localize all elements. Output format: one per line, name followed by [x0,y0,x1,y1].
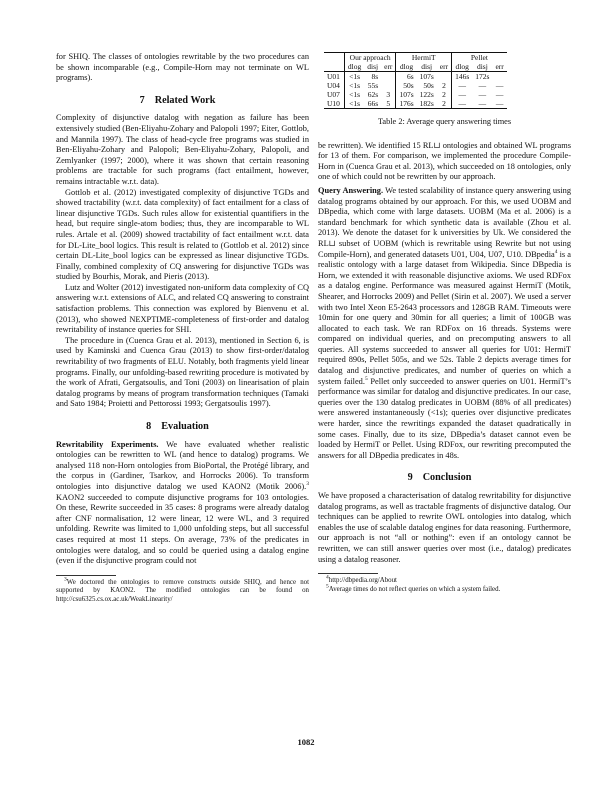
footnotes [318,574,571,594]
table-cell: — [472,99,492,109]
footnote-mark: 4 [554,248,558,255]
paragraph-text: is a realistic ontology with a large dataset from Wikipedia. Since DBpedia is Horn, we extended it with reasonable disjunctive axioms. We used RDFox as a datalog engine. Performance was measured against HermiT (Motik, Shearer, and Horrocks 2009) and Pellet (Sirin et al. 2007). We used a server with two Intel Xeon E5-2643 processors and 128GB RAM. Timeouts were 10min for one query and 30min for all queries; a limit of 100GB was allocated to each task. We ran RDFox on 16 threads. Systems were compared on individual queries, and on precomputing answers to all queries. All systems succeeded to answer all queries for U01: HermiT required 890s, Pellet 505s, and we 52s. Table 2 depicts average times for datalog and disjunctive predicates, and number of queries on which a system failed. [318,249,571,386]
column-header: disj [417,62,437,72]
footnote-text: Average times do not reflect queries on which a system failed. [328,585,501,593]
table-row [324,90,507,99]
table-cell: — [478,81,487,90]
table-row [324,72,507,82]
paragraph: Complexity of disjunctive datalog with negation as failure has been extensively studied (Ben-Eliyahu-Zohary and Palopoli 1997; Eiter, Gottlob, and Mannila 1997). The class of head-cycle free programs was studied in Ben-Eliyahu-Zohary and Palopoli; Ben-Eliyahu-Zohary, Palopoli, and Zemlyanker (1997; 2000), where it was shown that certain reasoning problems are tractable for such programs (fact entailment, however, remains intractable w.r.t. data). [56,113,309,186]
row-label: U07 [327,90,340,99]
column-group-header: HermiT [396,53,452,63]
column-header: dlog [452,62,473,72]
column-header: err [492,62,506,72]
section-heading-evaluation [56,422,309,433]
section-title: Related Work [154,94,216,106]
column-header: dlog [396,62,417,72]
table-cell: 2 [437,99,452,109]
paragraph-text: We have evaluated whether realistic ontologies can be rewritten to WL (and hence to datalog) programs. We analysed 118 non-Horn ontologies from BioPortal, the Protégé library, and the corpus in (Gardiner, Tsarkov, and Horrocks 2006). To transform ontologies into disjunctive datalog we used KAON2 (Motik 2006). [56,439,309,491]
table-cell: — [478,90,487,99]
section-number: 8 [146,421,152,432]
table-cell: 2 [442,81,446,90]
column-group-header: Our approach [344,53,396,63]
section-number: 9 [407,472,413,484]
table-cell: 66s [364,99,381,109]
table-cell: <1s [344,81,364,90]
table-cell: — [495,81,504,90]
column-header: disj [364,62,381,72]
table-cell: <1s [344,90,364,99]
paragraph [56,440,309,567]
table-cell: 176s [396,99,417,109]
table-cell: 146s [452,72,473,82]
paragraph: We have proposed a characterisation of datalog rewritability for disjunctive datalog programs, as well as tractable fragments of disjunctive datalog. Our techniques can be applied to rewrite OWL ontologies into datalog, which enables the use of scalable datalog engines for data reasoning. Furthermore, our approach is not “all or nothing”: even if an ontology cannot be rewritten, we can still answer queries over most (i.e., datalog) predicates using a datalog reasoner. [318,491,572,564]
section-number: 7 [139,94,145,106]
footnote-text: http://dbpedia.org/About [328,577,397,585]
paragraph-text: KAON2 succeeded to compute disjunctive programs for 103 ontologies. On these, Rewrite succeeded in 35 cases: 8 programs were already datalog after CNF normalisation, 12 were linear, 12 were WL, and 3 required unfolding. Rewrite was limited to 1,000 unfolding steps, but all successful cases required at most 11 steps. On average, 73% of the predicates in ontologies were datalog, and so could be queried using a datalog engine (even if the disjunctive program could not [56,492,309,566]
paragraph: for SHIQ. The classes of ontologies rewritable by the two procedures can be shown incomparable (e.g., Compile-Horn may not terminate on WL programs). [56,52,309,83]
table-subheader-row [324,62,507,72]
table-cell: 172s [475,72,490,81]
table-cell [381,81,396,90]
row-label: U10 [324,99,344,109]
table-cell: 6s [396,72,417,82]
row-label: U01 [327,72,340,81]
table-cell: <1s [344,99,364,109]
table-cell: — [452,90,473,99]
table-cell: — [452,99,473,109]
footnote-number: 5 [326,583,329,590]
table-cell: 50s [396,81,417,90]
table-caption: Table 2: Average query answering times [377,117,512,126]
page-number: 1082 [297,737,315,747]
footnote-mark: 3 [306,481,309,488]
column-header: err [381,62,396,72]
row-label: U04 [327,81,340,90]
footnote-mark: 5 [364,375,368,382]
section-heading-conclusion [318,473,571,484]
paragraph: The procedure in (Cuenca Grau et al. 2013), mentioned in Section 6, is used by Kaminski and Cuenca Grau (2013) to show first-order/datalog rewritability of two fragments of ELU. Notably, both fragments yield linear programs. Finally, our unfolding-based rewriting procedure is motivated by the work of Afrati, Gergatsoulis, and Toni (2003) on linearisation of plain datalog programs by means of program transformation techniques (Tamaki and Sato 1984; Proietti and Pettorossi 1993; Gergatsoulis 1997). [56,335,309,409]
section-title: Conclusion [422,472,472,484]
footnote-5 [318,583,571,594]
paragraph-text: We tested scalability of instance query answering using datalog programs obtained by our approach. For this, we used UOBM and DBpedia, which come with large datasets. UOBM (Ma et al. 2006) is a standard benchmark for which synthetic data is available (Zhou et al. 2013). We denote the dataset for k universities by Uk. We considered the RL⊔ subset of UOBM (which is rewritable using Rewrite but not using Compile-Horn), and generated datasets U01, U04, U07, U10. DBpedia [318,185,572,259]
footnote-number: 4 [326,574,329,581]
footnote-text: We doctored the ontologies to remove constructs outside SHIQ, and hence not supported by KAON2. The modified ontologies can be found on http://csu6325.cs.ox.ac.uk/WeakLinearity/ [56,578,309,603]
footnote-4 [318,574,571,585]
table-cell: 5 [381,99,396,109]
table-cell [492,72,506,82]
left-column [56,52,309,604]
column-header: dlog [344,62,364,72]
table-cell: — [492,99,506,109]
table-cell [381,72,396,82]
footnote-number: 3 [64,576,67,583]
section-title: Evaluation [161,421,209,432]
table-cell: 2 [442,90,446,99]
table-cell: 107s [419,72,434,81]
column-group-header: Pellet [452,53,507,63]
paragraph: be rewritten). We identified 15 RL⊔ ontologies and obtained WL programs for 13 of them. For comparison, we implemented the procedure Compile-Horn in (Cuenca Grau et al. 2013), which succeeded on 18 ontologies, only one of which could not be rewritten by our approach. [318,140,571,182]
table-row [324,99,507,109]
column-header: disj [472,62,492,72]
table-cell: 107s [396,90,417,99]
right-column [318,52,571,594]
table-cell: 122s [419,90,434,99]
paragraph [318,186,571,461]
run-in-heading: Rewritability Experiments. [56,439,159,449]
table-cell: 50s [423,81,434,90]
table-header-row [324,53,507,63]
paragraph: Lutz and Wolter (2012) investigated non-uniform data complexity of CQ answering w.r.t. extensions of ALC, and related CQ answering to constraint satisfaction problems. This connection was explored by Bienvenu et al. (2013), who showed NEXPTIME-completeness of first-order and datalog rewritability of instance queries for SHI. [56,282,309,335]
table-cell: 55s [367,81,379,90]
paragraph-text: Pellet only succeeded to answer queries on U01. HermiT’s performance was similar for datalog and disjunctive predicates. In our case, queries over the 130 datalog predicates in UOBM (88% of all predicates) were answered instantaneously (<1s); queries over disjunctive predicates were harder, since the rewritings expanded the dataset quadratically in some cases. Finally, due to its size, DBpedia’s dataset cannot even be loaded by HermiT or Pellet. Using RDFox, our rewriting precomputed the answers for all DBpedia predicates in 48s. [318,376,571,460]
table-cell: 182s [417,99,437,109]
results-table [324,52,507,109]
table-cell [437,72,452,82]
column-header: err [437,62,452,72]
table-cell: — [495,90,504,99]
table-cell: 62s [367,90,379,99]
table-cell: 3 [386,90,391,99]
table-cell: — [452,81,473,90]
paragraph: Gottlob et al. (2012) investigated complexity of disjunctive TGDs and showed tractability (w.r.t. data complexity) of fact entailment for a class of linear disjunctive TGDs. Such rules allow for existential quantifiers in the head, but require single-atom bodies; thus, they are incomparable to WL rules. Artale et al. (2009) showed tractability of fact entailment w.r.t. data for DL-Lite_bool logics. This result is related to (Gottlob et al. 2012) since certain DL-Lite_bool logics can be expressed as linear disjunctive TGDs. Finally, combined complexity of CQ answering for disjunctive TGDs was studied by Bourhis, Morak, and Pieris (2013). [56,187,309,282]
footnote-3 [56,576,309,604]
table-row [324,81,507,90]
table-cell: 8s [371,72,379,81]
section-heading-related-work [56,96,309,107]
run-in-heading: Query Answering. [318,185,384,195]
table-cell: <1s [344,72,364,82]
